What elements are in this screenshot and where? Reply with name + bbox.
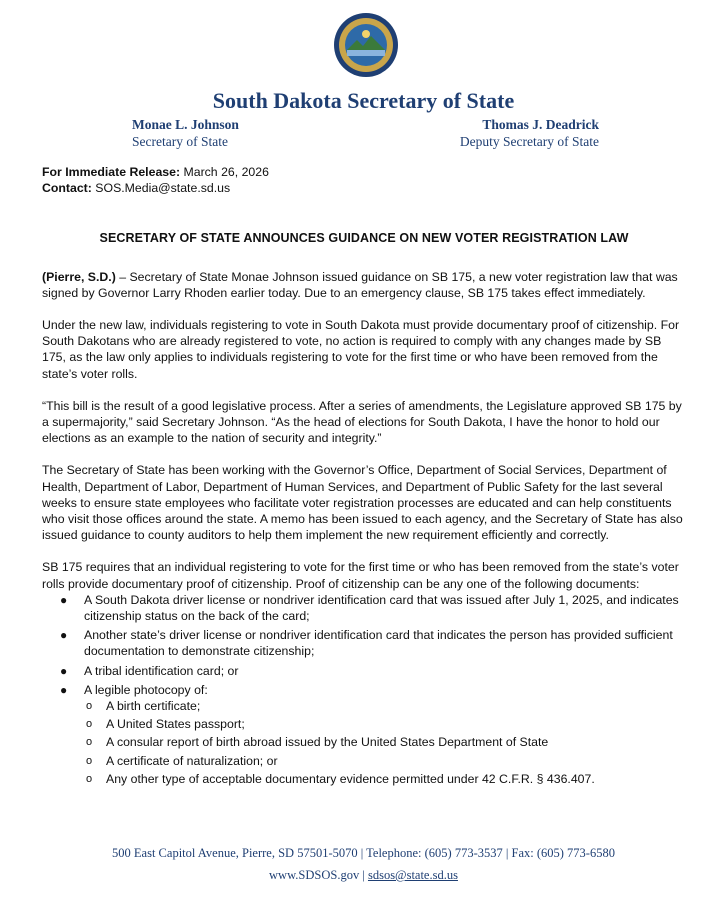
footer-telephone: Telephone: (605) 773-3537 <box>366 846 503 860</box>
list-item: ● A tribal identification card; or <box>60 663 239 678</box>
secretary-name: Monae L. Johnson <box>132 117 239 132</box>
release-date-line <box>42 164 686 180</box>
bullet-icon: ● <box>60 682 68 697</box>
footer-address-line: 500 East Capitol Avenue, Pierre, SD 57501-5070 | Telephone: (605) 773-3537 | Fax: (605) 773-6580 <box>112 846 615 860</box>
documents-list <box>42 592 686 787</box>
secretary-block <box>132 116 239 151</box>
dateline: (Pierre, S.D.) <box>42 269 116 284</box>
paragraph-1 <box>42 269 686 301</box>
paragraph-4: The Secretary of State has been working with the Governor’s Office, Department of Social Services, Department of Health, Department of Labor, Department of Human Services, and Department of Public Safety for the last several weeks to ensure state employees who facilitate voter registration processes are educated and can help constituents who visit those offices around the state. A memo has been issued to each agency, and the Secretary of State has also issued guidance to county auditors to help them implement the new requirement efficiently and correctly. <box>42 463 683 543</box>
deputy-block <box>460 116 599 151</box>
org-title: South Dakota Secretary of State <box>212 88 515 113</box>
paragraph-1-text: – Secretary of State Monae Johnson issued guidance on SB 175, a new voter registration law that was signed by Governor Larry Rhoden earlier today. Due to an emergency clause, SB 175 takes effect immediately. <box>42 269 678 300</box>
paragraph-5: SB 175 requires that an individual registering to vote for the first time or who has been removed from the state’s voter rolls provide documentary proof of citizenship. Proof of citizenship can be any one of the following documents: <box>42 560 679 591</box>
footer-web-line: www.SDSOS.gov | sdsos@state.sd.us <box>269 868 458 882</box>
paragraph-3: “This bill is the result of a good legislative process. After a series of amendments, the Legislature approved SB 175 by a supermajority,” said Secretary Johnson. “As the head of elections for South Dakota, I have the honor to hold our elections as an example to the nation of security and integrity.” <box>42 398 682 446</box>
circle-bullet-icon: o <box>86 754 93 767</box>
release-date: March 26, 2026 <box>183 165 269 179</box>
list-item: ● A South Dakota driver license or nondriver identification card that was issued after July 1, 2025, and indicates citizenship status on the back of the card; <box>60 592 679 624</box>
deputy-name: Thomas J. Deadrick <box>482 117 599 132</box>
circle-bullet-icon: o <box>86 700 93 713</box>
sublist-item: o A consular report of birth abroad issued by the United States Department of State <box>86 735 549 750</box>
circle-bullet-icon: o <box>86 718 93 731</box>
sublist-item: o A certificate of naturalization; or <box>86 753 278 768</box>
state-seal-icon <box>333 12 399 78</box>
sublist-item: o A birth certificate; <box>86 699 201 714</box>
bullet-icon: ● <box>60 628 68 643</box>
photocopy-sublist <box>84 698 686 787</box>
footer-email[interactable]: sdsos@state.sd.us <box>367 868 458 882</box>
bullet-icon: ● <box>60 592 68 607</box>
footer-website[interactable]: www.SDSOS.gov <box>269 868 360 882</box>
secretary-role: Secretary of State <box>132 134 228 149</box>
release-label: For Immediate Release: <box>42 165 181 179</box>
contact-label: Contact: <box>42 181 92 196</box>
deputy-role: Deputy Secretary of State <box>459 134 599 149</box>
headline: SECRETARY OF STATE ANNOUNCES GUIDANCE ON NEW VOTER REGISTRATION LAW <box>99 231 629 246</box>
footer-address: 500 East Capitol Avenue, Pierre, SD 57501-5070 <box>112 846 358 860</box>
paragraph-2: Under the new law, individuals registering to vote in South Dakota must provide documentary proof of citizenship. For South Dakotans who are already registered to vote, no action is required to comply with any changes made by SB 175, as the law only applies to individuals registering to vote for the first time or who have been removed from the state’s voter rolls. <box>42 318 680 381</box>
release-content <box>42 164 686 790</box>
list-item: ● Another state’s driver license or nondriver identification card that indicates the person has provided sufficient documentation to demonstrate citizenship; <box>60 628 673 659</box>
list-item: ● A legible photocopy of: o A birth certificate; o A United States passport; o A consular report of birth abroad issued by the United States Department of State o A certificate of naturalization; or o Any other type of acceptable documentary evidence permitted under 42 C.F.R. § 436.407. <box>42 682 686 787</box>
sublist-item: o Any other type of acceptable documentary evidence permitted under 42 C.F.R. § 436.407. <box>86 771 595 786</box>
contact-line <box>42 180 686 196</box>
circle-bullet-icon: o <box>86 772 93 785</box>
contact-email[interactable]: SOS.Media@state.sd.us <box>95 181 231 196</box>
sublist-item: o A United States passport; <box>86 717 245 732</box>
bullet-icon: ● <box>60 663 68 678</box>
circle-bullet-icon: o <box>86 736 93 749</box>
footer-fax: Fax: (605) 773-6580 <box>511 846 615 860</box>
